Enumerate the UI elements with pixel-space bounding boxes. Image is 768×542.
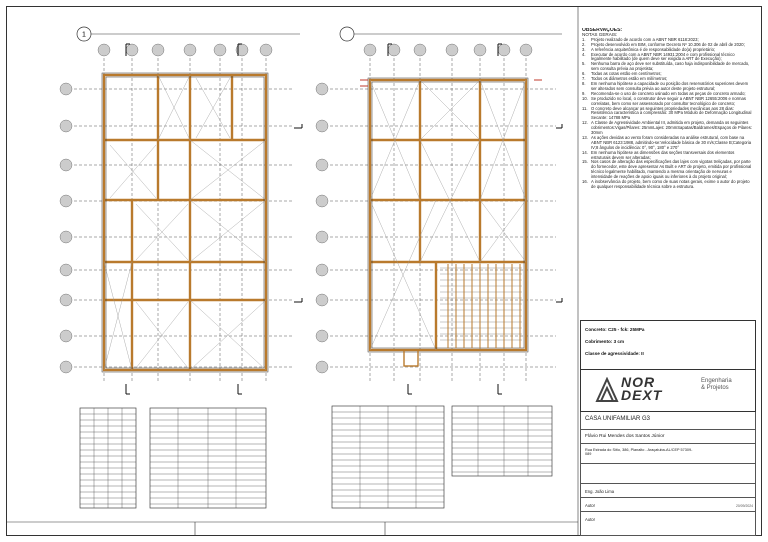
note-number: 14.: [582, 149, 588, 155]
engineer-name: Eng. João Lima: [585, 489, 615, 494]
title-block-engineer: [580, 484, 756, 498]
note-item: [582, 136, 754, 151]
notes-list: [582, 38, 754, 190]
cover-spec: Cobrimento: 3 cm: [585, 339, 625, 344]
company-logo: [580, 370, 756, 412]
note-text: Todos os diâmetros estão em milímetros;: [591, 76, 668, 82]
notes-title: OBSERVAÇÕES:: [582, 28, 623, 33]
logo-line-1: NOR: [621, 374, 656, 390]
note-number: 1.: [582, 36, 586, 42]
notes-subtitle: NOTAS GERAIS:: [582, 31, 618, 37]
note-text: Nenhuma barra de aço deve ser substituída, caso haja indisponibilidade de mercado, sem consulta prévia ao projetista;: [591, 61, 750, 72]
issue-date: 20/09/2024: [736, 504, 753, 508]
title-block-author: [580, 498, 756, 512]
note-number: 5.: [582, 61, 586, 67]
note-number: 2.: [582, 41, 586, 47]
note-number: 7.: [582, 76, 586, 82]
note-text: Projeto desenvolvido em BIM, conforme Decreto Nº 10.306 de 02 de abril de 2020;: [591, 41, 745, 47]
note-number: 4.: [582, 51, 586, 57]
note-number: 13.: [582, 134, 588, 140]
note-text: A referência arquitetônica é de responsabilidade do(a) proprietário;: [591, 46, 716, 52]
note-text: Em nenhuma hipótese a capacidade ou posição dos reservatórios superiores devem ser alterados sem consulta prévia ao autor deste projeto estrutural;: [591, 80, 749, 91]
title-block-author-2: [580, 512, 756, 536]
aggressiveness-spec: Classe de agressividade: II: [585, 351, 644, 356]
note-text: A Classe de Agressividade Ambiental III, admitida em projeto, demanda os seguintes cobrimentos:Vigas/Pilares: 25mmLajes: 20mmSapatas/Baldrames/Espaços de Pilares: 30mm: [591, 120, 752, 136]
note-text: Em nenhuma hipótese as dimensões das seções transversais dos elementos estruturais devem ser alteradas;: [591, 149, 735, 160]
note-item: [582, 121, 754, 136]
note-number: 16.: [582, 179, 588, 185]
title-block-project: [580, 412, 756, 430]
note-text: Se produzido no local, o construtor deve seguir a ABNT NBR 12655:2006 e normas correlatas, bem como ser assessorado por consultor tecnológico de concreto;: [591, 95, 746, 106]
note-number: 8.: [582, 80, 586, 86]
logo-tagline-2: & Projetos: [701, 385, 729, 391]
note-number: 11.: [582, 105, 588, 111]
note-text: A inobservância do projeto, bem como de suas notas gerais, exime o autor do projeto de qualquer responsabilidade técnica sobre a estrutura.: [591, 179, 750, 189]
title-block-blank: [580, 464, 756, 484]
note-text: As ações devidas ao vento foram consideradas na análise estrutural, com base na ABNT NBR 6123:1988, admitindo-se:Velocidade básica de 30 m/s;Classe B;Categoria IV;8 ângulos de incidência: 0°, 90°, 180° e 270°: [591, 134, 752, 150]
note-number: 9.: [582, 90, 586, 96]
note-text: Projeto realizado de acordo com a ABNT NBR 6118:2023;: [591, 36, 699, 42]
note-number: 12.: [582, 120, 588, 126]
note-text: Executar de acordo com a ABNT NBR 14931:2004 e com profissional técnico legalmente habilitado (de quem deve ser exigida a ART de Execução);: [591, 51, 735, 62]
owner-name: Flávio Rui Mendes dos Santos Júnior: [585, 434, 665, 439]
material-specs: [580, 320, 756, 370]
note-text: Nos casos de alteração das especificações das lajes com vigotas treliçadas, por parte do fornecedor, este deve apresentar As Built e ART de projeto, emitida por profissional técnico legalmente habilitado, mantendo a mesma orientação de nervuras e intensidade de reações de apoio iguais ou inferiores à do projeto original;: [591, 159, 752, 180]
detail-marker-label: 1: [82, 31, 86, 39]
note-item: [582, 107, 754, 122]
note-text: O concreto deve alcançar as seguintes propriedades mecânicas aos 28 dias: Resistência característica à compressão: 30 MPa Módulo de Deformação Longitudinal Secante: 14788 MPa: [591, 105, 752, 121]
note-number: 10.: [582, 95, 588, 101]
general-notes: [582, 28, 754, 318]
project-name: CASA UNIFAMILIAR G3: [585, 416, 651, 422]
note-item: [582, 180, 754, 190]
note-number: 15.: [582, 159, 588, 165]
note-text: Todas as cotas estão em centímetros;: [591, 71, 662, 77]
logo-mark-icon: [595, 377, 619, 403]
logo-tagline-1: Engenharia: [701, 378, 732, 384]
title-block-address: [580, 444, 756, 464]
note-number: 6.: [582, 71, 586, 77]
note-number: 3.: [582, 46, 586, 52]
logo-tagline: [701, 378, 732, 392]
author-label-2: Autor: [585, 517, 596, 522]
author-label: Autor: [585, 503, 596, 508]
title-block-owner: [580, 430, 756, 444]
logo-line-2: DEXT: [621, 387, 663, 403]
note-item: [582, 160, 754, 180]
site-address: Rua Estrada do Sítio, 386, Planalto - Araçatuba-AL/CEP 57309-089: [585, 448, 693, 457]
note-text: Recomenda-se o uso de concreto usinado em todas as peças de concreto armado;: [591, 90, 746, 96]
concrete-spec: Concreto: C25 - fck: 25MPa: [585, 327, 645, 332]
logo-wordmark: [621, 376, 662, 402]
